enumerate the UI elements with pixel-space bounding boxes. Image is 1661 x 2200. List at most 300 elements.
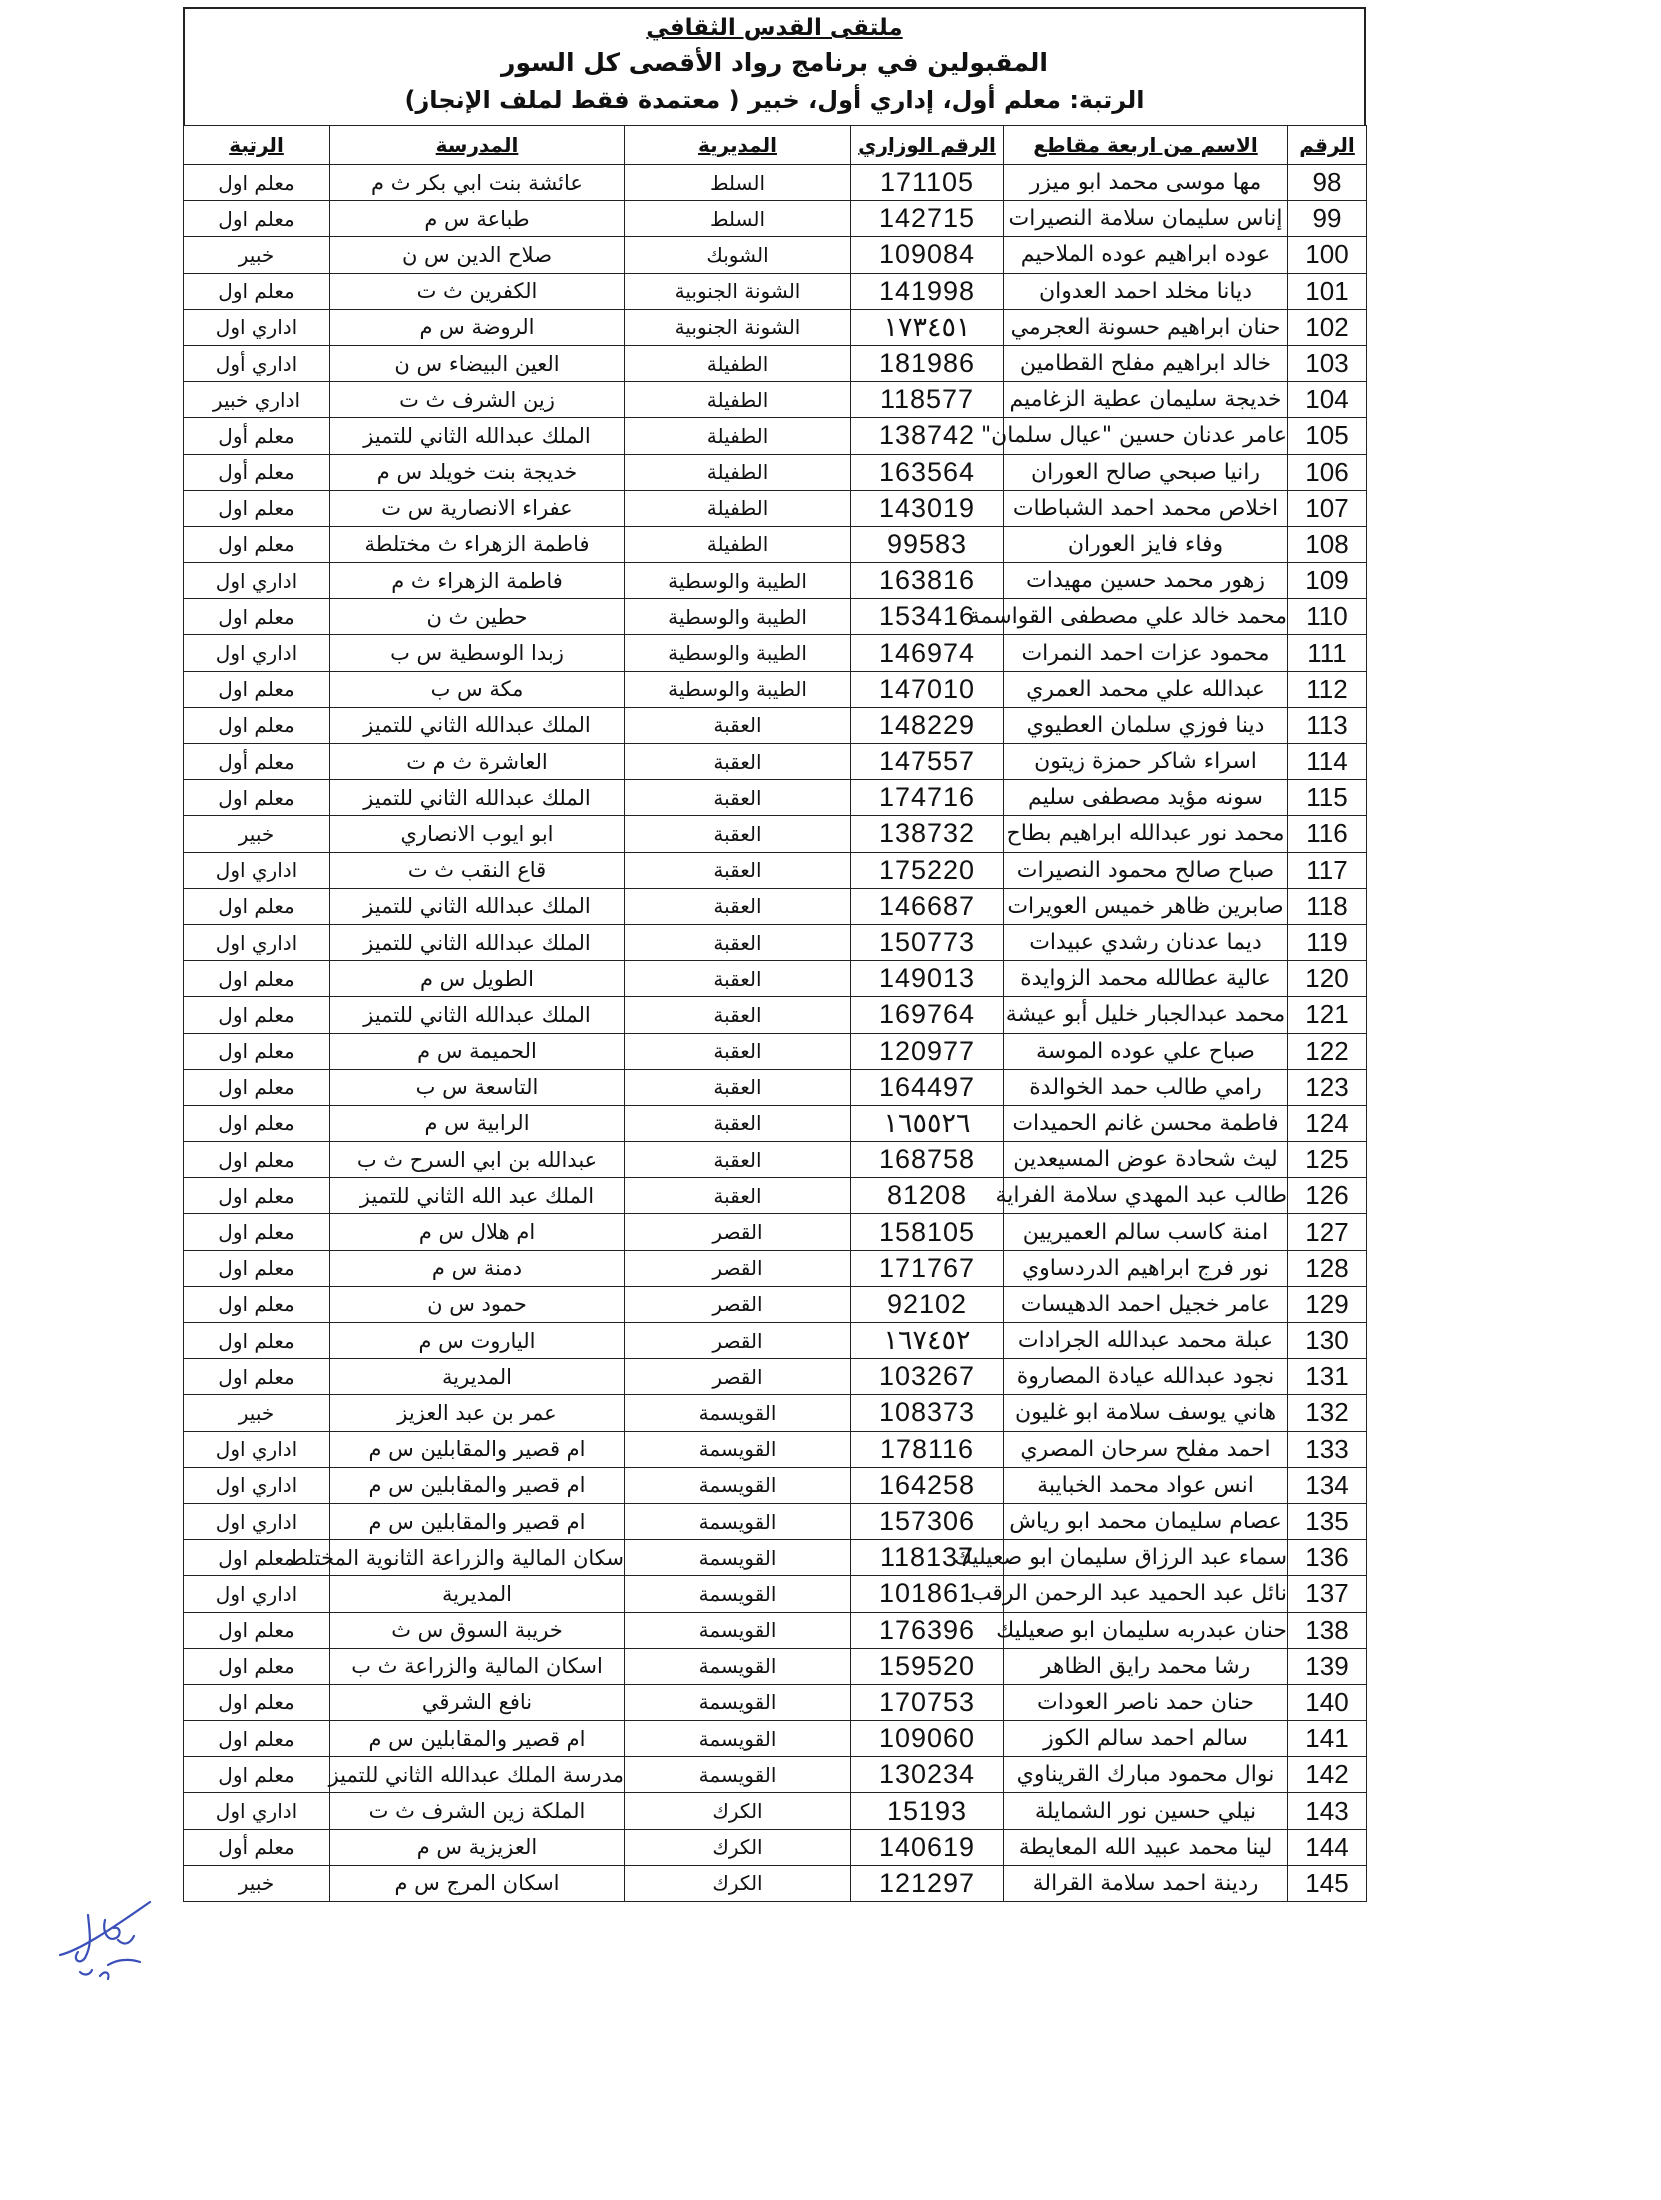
- table-row: [184, 888, 1367, 924]
- cell-number: 135: [1288, 1503, 1367, 1539]
- cell-ministry-number: 168758: [851, 1142, 1004, 1178]
- table-row: [184, 635, 1367, 671]
- cell-directorate: الكرك: [625, 1829, 851, 1865]
- cell-ministry-number: ١٦٧٤٥٢: [851, 1323, 1004, 1359]
- cell-number: 112: [1288, 671, 1367, 707]
- table-row: [184, 1612, 1367, 1648]
- cell-school: قاع النقب ث ت: [330, 852, 625, 888]
- cell-rank: معلم اول: [184, 671, 330, 707]
- cell-ministry-number: 149013: [851, 961, 1004, 997]
- cell-school: المديرية: [330, 1359, 625, 1395]
- cell-number: 102: [1288, 309, 1367, 345]
- cell-school: ابو ايوب الانصاري: [330, 816, 625, 852]
- cell-ministry-number: 170753: [851, 1684, 1004, 1720]
- column-header-name: الاسم من اربعة مقاطع: [1004, 126, 1288, 165]
- table-row: [184, 1540, 1367, 1576]
- cell-ministry-number: 150773: [851, 924, 1004, 960]
- cell-number: 99: [1288, 201, 1367, 237]
- cell-school: الملك عبد الله الثاني للتميز: [330, 1178, 625, 1214]
- cell-directorate: العقبة: [625, 780, 851, 816]
- cell-rank: معلم اول: [184, 1178, 330, 1214]
- cell-name: سماء عبد الرزاق سليمان ابو صعيليك: [1004, 1540, 1288, 1576]
- cell-rank: خبير: [184, 237, 330, 273]
- table-row: [184, 1684, 1367, 1720]
- table-row: [184, 345, 1367, 381]
- cell-name: عامر خجيل احمد الدهيسات: [1004, 1286, 1288, 1322]
- cell-number: 125: [1288, 1142, 1367, 1178]
- accepted-list-table: [183, 125, 1367, 1902]
- cell-name: احمد مفلح سرحان المصري: [1004, 1431, 1288, 1467]
- cell-rank: معلم اول: [184, 1142, 330, 1178]
- cell-number: 101: [1288, 273, 1367, 309]
- cell-name: رامي طالب حمد الخوالدة: [1004, 1069, 1288, 1105]
- cell-directorate: العقبة: [625, 961, 851, 997]
- cell-number: 119: [1288, 924, 1367, 960]
- cell-name: هاني يوسف سلامة ابو غليون: [1004, 1395, 1288, 1431]
- cell-directorate: الطفيلة: [625, 526, 851, 562]
- cell-school: مدرسة الملك عبدالله الثاني للتميز: [330, 1757, 625, 1793]
- table-row: [184, 273, 1367, 309]
- cell-directorate: القصر: [625, 1250, 851, 1286]
- cell-number: 123: [1288, 1069, 1367, 1105]
- cell-rank: معلم أول: [184, 744, 330, 780]
- table-row: [184, 1648, 1367, 1684]
- cell-rank: معلم أول: [184, 1829, 330, 1865]
- cell-directorate: العقبة: [625, 744, 851, 780]
- cell-ministry-number: 171105: [851, 165, 1004, 201]
- cell-directorate: الطيبة والوسطية: [625, 671, 851, 707]
- cell-name: ردينة احمد سلامة القرالة: [1004, 1865, 1288, 1901]
- cell-name: دينا فوزي سلمان العطيوي: [1004, 707, 1288, 743]
- cell-ministry-number: 118577: [851, 382, 1004, 418]
- cell-rank: معلم أول: [184, 454, 330, 490]
- table-row: [184, 744, 1367, 780]
- cell-name: حنان حمد ناصر العودات: [1004, 1684, 1288, 1720]
- cell-directorate: الطفيلة: [625, 490, 851, 526]
- cell-school: الملك عبدالله الثاني للتميز: [330, 707, 625, 743]
- cell-name: نوال محمود مبارك القريناوي: [1004, 1757, 1288, 1793]
- cell-directorate: الكرك: [625, 1865, 851, 1901]
- cell-directorate: الطفيلة: [625, 345, 851, 381]
- cell-ministry-number: 158105: [851, 1214, 1004, 1250]
- cell-directorate: القصر: [625, 1323, 851, 1359]
- cell-ministry-number: 176396: [851, 1612, 1004, 1648]
- cell-directorate: الطيبة والوسطية: [625, 635, 851, 671]
- table-row: [184, 1286, 1367, 1322]
- cell-ministry-number: 143019: [851, 490, 1004, 526]
- table-row: [184, 1431, 1367, 1467]
- cell-directorate: العقبة: [625, 1033, 851, 1069]
- rank-note: الرتبة: معلم أول، إداري أول، خبير ( معتمدة فقط لملف الإنجاز): [404, 86, 1145, 114]
- table-row: [184, 1576, 1367, 1612]
- cell-school: الياروت س م: [330, 1323, 625, 1359]
- cell-number: 116: [1288, 816, 1367, 852]
- cell-directorate: القصر: [625, 1286, 851, 1322]
- cell-school: العاشرة ث م ت: [330, 744, 625, 780]
- cell-ministry-number: 130234: [851, 1757, 1004, 1793]
- cell-directorate: السلط: [625, 201, 851, 237]
- cell-number: 142: [1288, 1757, 1367, 1793]
- cell-rank: معلم اول: [184, 1323, 330, 1359]
- cell-ministry-number: 181986: [851, 345, 1004, 381]
- table-row: [184, 454, 1367, 490]
- cell-number: 138: [1288, 1612, 1367, 1648]
- cell-directorate: العقبة: [625, 997, 851, 1033]
- cell-rank: اداري اول: [184, 1431, 330, 1467]
- cell-school: حطين ث ن: [330, 599, 625, 635]
- document-title: ملتقى القدس الثقافي: [646, 15, 903, 41]
- cell-directorate: الطيبة والوسطية: [625, 599, 851, 635]
- cell-name: إناس سليمان سلامة النصيرات: [1004, 201, 1288, 237]
- cell-rank: معلم اول: [184, 961, 330, 997]
- cell-name: خديجة سليمان عطية الزغاميم: [1004, 382, 1288, 418]
- cell-rank: معلم اول: [184, 1214, 330, 1250]
- cell-school: الملكة زين الشرف ث ت: [330, 1793, 625, 1829]
- table-row: [184, 1214, 1367, 1250]
- cell-school: فاطمة الزهراء ث م: [330, 563, 625, 599]
- cell-name: عالية عطالله محمد الزوايدة: [1004, 961, 1288, 997]
- cell-number: 104: [1288, 382, 1367, 418]
- cell-ministry-number: 109084: [851, 237, 1004, 273]
- cell-rank: اداري اول: [184, 852, 330, 888]
- cell-school: عبدالله بن ابي السرح ث ب: [330, 1142, 625, 1178]
- cell-number: 128: [1288, 1250, 1367, 1286]
- table-header-row: [184, 126, 1367, 165]
- cell-ministry-number: 175220: [851, 852, 1004, 888]
- cell-school: ام قصير والمقابلين س م: [330, 1431, 625, 1467]
- cell-name: رانيا صبحي صالح العوران: [1004, 454, 1288, 490]
- table-row: [184, 1793, 1367, 1829]
- cell-directorate: العقبة: [625, 816, 851, 852]
- cell-number: 130: [1288, 1323, 1367, 1359]
- cell-directorate: السلط: [625, 165, 851, 201]
- cell-ministry-number: 101861: [851, 1576, 1004, 1612]
- cell-school: نافع الشرقي: [330, 1684, 625, 1720]
- cell-rank: معلم أول: [184, 418, 330, 454]
- cell-directorate: الطفيلة: [625, 418, 851, 454]
- cell-number: 107: [1288, 490, 1367, 526]
- cell-ministry-number: 174716: [851, 780, 1004, 816]
- table-row: [184, 1142, 1367, 1178]
- cell-number: 132: [1288, 1395, 1367, 1431]
- cell-school: زبدا الوسطية س ب: [330, 635, 625, 671]
- cell-rank: معلم اول: [184, 273, 330, 309]
- cell-name: عصام سليمان محمد ابو رياش: [1004, 1503, 1288, 1539]
- table-row: [184, 237, 1367, 273]
- cell-ministry-number: 138732: [851, 816, 1004, 852]
- cell-ministry-number: 147557: [851, 744, 1004, 780]
- cell-rank: معلم اول: [184, 1648, 330, 1684]
- cell-rank: معلم اول: [184, 780, 330, 816]
- cell-ministry-number: 157306: [851, 1503, 1004, 1539]
- column-header-rank: الرتبة: [184, 126, 330, 165]
- column-header-number: الرقم: [1288, 126, 1367, 165]
- cell-name: انس عواد محمد الخبايبة: [1004, 1467, 1288, 1503]
- cell-school: الملك عبدالله الثاني للتميز: [330, 418, 625, 454]
- cell-name: حنان عبدربه سليمان ابو صعيليك: [1004, 1612, 1288, 1648]
- table-row: [184, 1503, 1367, 1539]
- cell-number: 136: [1288, 1540, 1367, 1576]
- cell-number: 145: [1288, 1865, 1367, 1901]
- cell-rank: اداري اول: [184, 563, 330, 599]
- cell-school: الحميمة س م: [330, 1033, 625, 1069]
- cell-number: 98: [1288, 165, 1367, 201]
- cell-name: نائل عبد الحميد عبد الرحمن الرقب: [1004, 1576, 1288, 1612]
- cell-rank: اداري أول: [184, 345, 330, 381]
- cell-number: 100: [1288, 237, 1367, 273]
- cell-directorate: الكرك: [625, 1793, 851, 1829]
- cell-school: ام هلال س م: [330, 1214, 625, 1250]
- cell-name: صباح علي عوده الموسة: [1004, 1033, 1288, 1069]
- cell-ministry-number: 99583: [851, 526, 1004, 562]
- cell-number: 118: [1288, 888, 1367, 924]
- cell-school: الملك عبدالله الثاني للتميز: [330, 997, 625, 1033]
- cell-name: عوده ابراهيم عوده الملاحيم: [1004, 237, 1288, 273]
- cell-directorate: القويسمة: [625, 1757, 851, 1793]
- cell-rank: اداري اول: [184, 309, 330, 345]
- cell-rank: معلم اول: [184, 201, 330, 237]
- cell-school: عفراء الانصارية س ت: [330, 490, 625, 526]
- table-row: [184, 1721, 1367, 1757]
- cell-number: 108: [1288, 526, 1367, 562]
- cell-name: نور فرج ابراهيم الدردساوي: [1004, 1250, 1288, 1286]
- cell-school: سكان المالية والزراعة الثانوية المختلط: [330, 1540, 625, 1576]
- cell-ministry-number: 15193: [851, 1793, 1004, 1829]
- table-row: [184, 1829, 1367, 1865]
- cell-number: 120: [1288, 961, 1367, 997]
- cell-name: نجود عبدالله عيادة المصاروة: [1004, 1359, 1288, 1395]
- cell-name: ديانا مخلد احمد العدوان: [1004, 273, 1288, 309]
- cell-school: مكة س ب: [330, 671, 625, 707]
- cell-directorate: العقبة: [625, 1142, 851, 1178]
- cell-number: 140: [1288, 1684, 1367, 1720]
- table-row: [184, 1033, 1367, 1069]
- cell-school: التاسعة س ب: [330, 1069, 625, 1105]
- cell-number: 117: [1288, 852, 1367, 888]
- cell-ministry-number: 164258: [851, 1467, 1004, 1503]
- cell-rank: معلم اول: [184, 490, 330, 526]
- cell-number: 127: [1288, 1214, 1367, 1250]
- cell-directorate: العقبة: [625, 888, 851, 924]
- cell-school: ام قصير والمقابلين س م: [330, 1467, 625, 1503]
- cell-rank: اداري اول: [184, 1793, 330, 1829]
- column-header-school: المدرسة: [330, 126, 625, 165]
- cell-school: العزيزية س م: [330, 1829, 625, 1865]
- cell-school: اسكان المرج س م: [330, 1865, 625, 1901]
- cell-rank: معلم اول: [184, 165, 330, 201]
- cell-rank: معلم اول: [184, 1359, 330, 1395]
- cell-rank: معلم اول: [184, 707, 330, 743]
- cell-rank: معلم اول: [184, 1069, 330, 1105]
- cell-ministry-number: 109060: [851, 1721, 1004, 1757]
- table-row: [184, 924, 1367, 960]
- document-subtitle: المقبولين في برنامج رواد الأقصى كل السور: [501, 48, 1048, 77]
- cell-number: 129: [1288, 1286, 1367, 1322]
- cell-number: 106: [1288, 454, 1367, 490]
- cell-directorate: القويسمة: [625, 1467, 851, 1503]
- cell-name: ليث شحادة عوض المسيعدين: [1004, 1142, 1288, 1178]
- cell-rank: اداري اول: [184, 924, 330, 960]
- cell-rank: معلم اول: [184, 997, 330, 1033]
- handwritten-signature: [50, 1880, 170, 1990]
- cell-directorate: العقبة: [625, 1178, 851, 1214]
- cell-school: ام قصير والمقابلين س م: [330, 1721, 625, 1757]
- cell-number: 139: [1288, 1648, 1367, 1684]
- cell-rank: خبير: [184, 1865, 330, 1901]
- table-row: [184, 563, 1367, 599]
- cell-number: 141: [1288, 1721, 1367, 1757]
- cell-ministry-number: ١٦٥٥٢٦: [851, 1105, 1004, 1141]
- table-row: [184, 1069, 1367, 1105]
- cell-number: 137: [1288, 1576, 1367, 1612]
- cell-number: 122: [1288, 1033, 1367, 1069]
- cell-ministry-number: 140619: [851, 1829, 1004, 1865]
- column-header-ministry-number: الرقم الوزاري: [851, 126, 1004, 165]
- cell-ministry-number: ١٧٣٤٥١: [851, 309, 1004, 345]
- cell-number: 126: [1288, 1178, 1367, 1214]
- cell-directorate: الشوبك: [625, 237, 851, 273]
- cell-directorate: القويسمة: [625, 1648, 851, 1684]
- cell-directorate: القصر: [625, 1359, 851, 1395]
- cell-school: صلاح الدين س ن: [330, 237, 625, 273]
- cell-number: 114: [1288, 744, 1367, 780]
- cell-rank: معلم اول: [184, 1684, 330, 1720]
- cell-school: زين الشرف ث ت: [330, 382, 625, 418]
- cell-rank: معلم اول: [184, 1612, 330, 1648]
- cell-number: 144: [1288, 1829, 1367, 1865]
- cell-ministry-number: 171767: [851, 1250, 1004, 1286]
- cell-ministry-number: 121297: [851, 1865, 1004, 1901]
- cell-rank: خبير: [184, 816, 330, 852]
- cell-name: نيلي حسين نور الشمايلة: [1004, 1793, 1288, 1829]
- cell-school: خديجة بنت خويلد س م: [330, 454, 625, 490]
- cell-name: عبدالله علي محمد العمري: [1004, 671, 1288, 707]
- cell-number: 134: [1288, 1467, 1367, 1503]
- cell-number: 133: [1288, 1431, 1367, 1467]
- table-row: [184, 165, 1367, 201]
- table-row: [184, 1178, 1367, 1214]
- cell-directorate: القويسمة: [625, 1721, 851, 1757]
- cell-school: عائشة بنت ابي بكر ث م: [330, 165, 625, 201]
- cell-name: صباح صالح محمود النصيرات: [1004, 852, 1288, 888]
- cell-name: فاطمة محسن غانم الحميدات: [1004, 1105, 1288, 1141]
- cell-ministry-number: 163816: [851, 563, 1004, 599]
- cell-ministry-number: 81208: [851, 1178, 1004, 1214]
- cell-name: خالد ابراهيم مفلح القطامين: [1004, 345, 1288, 381]
- cell-directorate: القويسمة: [625, 1431, 851, 1467]
- cell-ministry-number: 146974: [851, 635, 1004, 671]
- column-header-directorate: المديرية: [625, 126, 851, 165]
- cell-name: مها موسى محمد ابو ميزر: [1004, 165, 1288, 201]
- cell-rank: معلم اول: [184, 1105, 330, 1141]
- cell-number: 143: [1288, 1793, 1367, 1829]
- cell-directorate: العقبة: [625, 707, 851, 743]
- cell-ministry-number: 169764: [851, 997, 1004, 1033]
- cell-name: سونه مؤيد مصطفى سليم: [1004, 780, 1288, 816]
- cell-directorate: القويسمة: [625, 1576, 851, 1612]
- cell-directorate: العقبة: [625, 1069, 851, 1105]
- table-row: [184, 671, 1367, 707]
- cell-name: عبلة محمد عبدالله الجرادات: [1004, 1323, 1288, 1359]
- cell-rank: معلم اول: [184, 1721, 330, 1757]
- cell-number: 109: [1288, 563, 1367, 599]
- cell-directorate: العقبة: [625, 852, 851, 888]
- table-row: [184, 1757, 1367, 1793]
- cell-rank: اداري خبير: [184, 382, 330, 418]
- cell-school: الرابية س م: [330, 1105, 625, 1141]
- cell-name: امنة كاسب سالم العميريين: [1004, 1214, 1288, 1250]
- cell-directorate: القويسمة: [625, 1540, 851, 1576]
- table-row: [184, 1359, 1367, 1395]
- cell-school: الملك عبدالله الثاني للتميز: [330, 924, 625, 960]
- cell-name: محمد عبدالجبار خليل أبو عيشة: [1004, 997, 1288, 1033]
- cell-number: 121: [1288, 997, 1367, 1033]
- cell-directorate: القويسمة: [625, 1503, 851, 1539]
- cell-directorate: القويسمة: [625, 1612, 851, 1648]
- cell-directorate: العقبة: [625, 1105, 851, 1141]
- table-row: [184, 309, 1367, 345]
- cell-school: طباعة س م: [330, 201, 625, 237]
- cell-ministry-number: 153416: [851, 599, 1004, 635]
- cell-rank: معلم اول: [184, 599, 330, 635]
- table-row: [184, 816, 1367, 852]
- cell-rank: اداري اول: [184, 1503, 330, 1539]
- cell-school: خريبة السوق س ث: [330, 1612, 625, 1648]
- cell-directorate: الطيبة والوسطية: [625, 563, 851, 599]
- cell-name: زهور محمد حسين مهيدات: [1004, 563, 1288, 599]
- cell-name: عامر عدنان حسين "عيال سلمان": [1004, 418, 1288, 454]
- document-sheet: [183, 7, 1366, 1902]
- table-row: [184, 1323, 1367, 1359]
- cell-ministry-number: 120977: [851, 1033, 1004, 1069]
- cell-name: حنان ابراهيم حسونة العجرمي: [1004, 309, 1288, 345]
- cell-rank: معلم اول: [184, 888, 330, 924]
- cell-school: حمود س ن: [330, 1286, 625, 1322]
- cell-directorate: العقبة: [625, 924, 851, 960]
- cell-ministry-number: 103267: [851, 1359, 1004, 1395]
- cell-school: الملك عبدالله الثاني للتميز: [330, 780, 625, 816]
- cell-number: 105: [1288, 418, 1367, 454]
- cell-ministry-number: 142715: [851, 201, 1004, 237]
- table-row: [184, 1467, 1367, 1503]
- cell-directorate: القويسمة: [625, 1684, 851, 1720]
- cell-school: العين البيضاء س ن: [330, 345, 625, 381]
- table-row: [184, 852, 1367, 888]
- cell-ministry-number: 147010: [851, 671, 1004, 707]
- table-row: [184, 1105, 1367, 1141]
- table-row: [184, 382, 1367, 418]
- cell-directorate: الشونة الجنوبية: [625, 273, 851, 309]
- table-row: [184, 201, 1367, 237]
- cell-rank: خبير: [184, 1395, 330, 1431]
- cell-number: 113: [1288, 707, 1367, 743]
- cell-rank: معلم اول: [184, 1757, 330, 1793]
- cell-rank: معلم اول: [184, 1033, 330, 1069]
- cell-school: الملك عبدالله الثاني للتميز: [330, 888, 625, 924]
- cell-school: اسكان المالية والزراعة ث ب: [330, 1648, 625, 1684]
- cell-name: محمد نور عبدالله ابراهيم بطاح: [1004, 816, 1288, 852]
- cell-rank: اداري اول: [184, 635, 330, 671]
- table-row: [184, 490, 1367, 526]
- cell-rank: اداري اول: [184, 1467, 330, 1503]
- cell-number: 110: [1288, 599, 1367, 635]
- table-row: [184, 1250, 1367, 1286]
- cell-school: عمر بن عبد العزيز: [330, 1395, 625, 1431]
- cell-rank: معلم اول: [184, 1286, 330, 1322]
- cell-rank: معلم اول: [184, 1250, 330, 1286]
- cell-school: الكفرين ث ت: [330, 273, 625, 309]
- cell-number: 115: [1288, 780, 1367, 816]
